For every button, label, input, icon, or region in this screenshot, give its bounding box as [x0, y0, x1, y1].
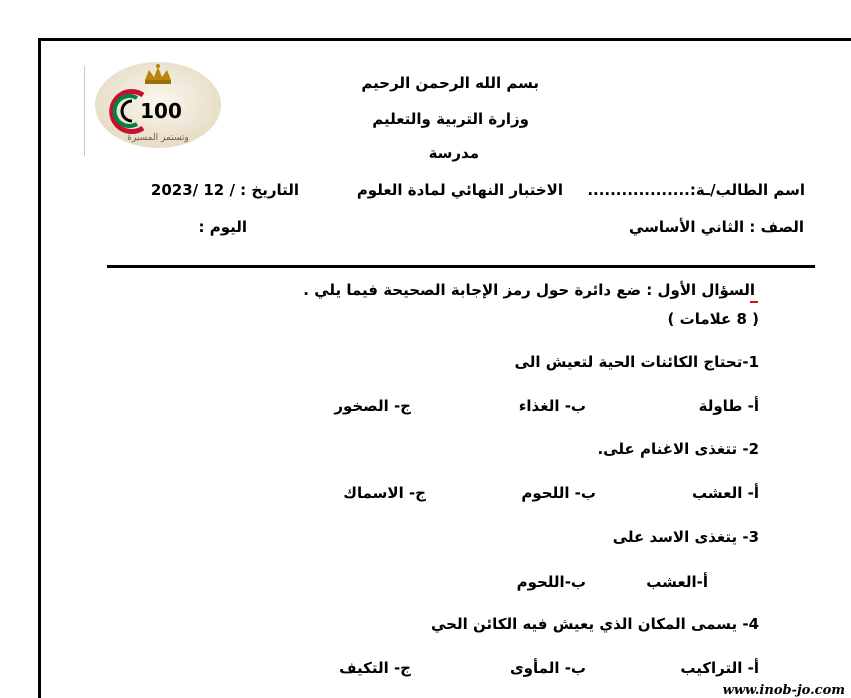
option-3a: أ-العشب — [646, 573, 708, 591]
option-1a: أ- طاولة — [698, 397, 759, 415]
question-stem-1: 1-تحتاج الكائنات الحية لتعيش الى — [514, 353, 759, 371]
option-2a: أ- العشب — [692, 484, 759, 502]
site-watermark[interactable]: www.inob-jo.com — [722, 683, 845, 698]
student-name-field: اسم الطالب/ـة:.................. — [587, 181, 805, 199]
option-4b: ب- المأوى — [509, 659, 586, 677]
option-4c: ج- التكيف — [339, 659, 411, 677]
spellcheck-mark — [750, 301, 758, 303]
logo-caption: وتستمر المسيرة — [127, 133, 189, 143]
exam-title: الاختبار النهائي لمادة العلوم — [356, 181, 563, 199]
option-2b: ب- اللحوم — [521, 484, 596, 502]
exam-date: التاريخ : / 12 /2023 — [150, 181, 299, 199]
question1-title: السؤال الأول : ضع دائرة حول رمز الإجابة الصحيحة فيما يلي . — [303, 281, 755, 299]
option-4a: أ- التراكيب — [680, 659, 759, 677]
option-3b: ب-اللحوم — [516, 573, 586, 591]
option-1b: ب- الغذاء — [518, 397, 586, 415]
question-stem-3: 3- يتغذى الاسد على — [612, 528, 759, 546]
basmala: بسم الله الرحمن الرحيم — [361, 74, 539, 92]
grade-label: الصف : الثاني الأساسي — [628, 218, 804, 236]
section-divider — [107, 265, 815, 268]
question-stem-2: 2- تتغذى الاغنام على. — [597, 440, 759, 458]
question-stem-4: 4- يسمى المكان الذي يعيش فيه الكائن الحي — [430, 615, 759, 633]
day-label: اليوم : — [198, 218, 247, 236]
option-1c: ج- الصخور — [334, 397, 411, 415]
question1-marks: ( 8 علامات ) — [667, 310, 759, 328]
logo-number: 100 — [140, 99, 182, 123]
header-divider — [84, 66, 85, 156]
ministry-logo — [93, 60, 223, 150]
ministry-name: وزارة التربية والتعليم — [372, 110, 529, 128]
school-name: مدرسة — [428, 144, 479, 162]
option-2c: ج- الاسماك — [343, 484, 426, 502]
